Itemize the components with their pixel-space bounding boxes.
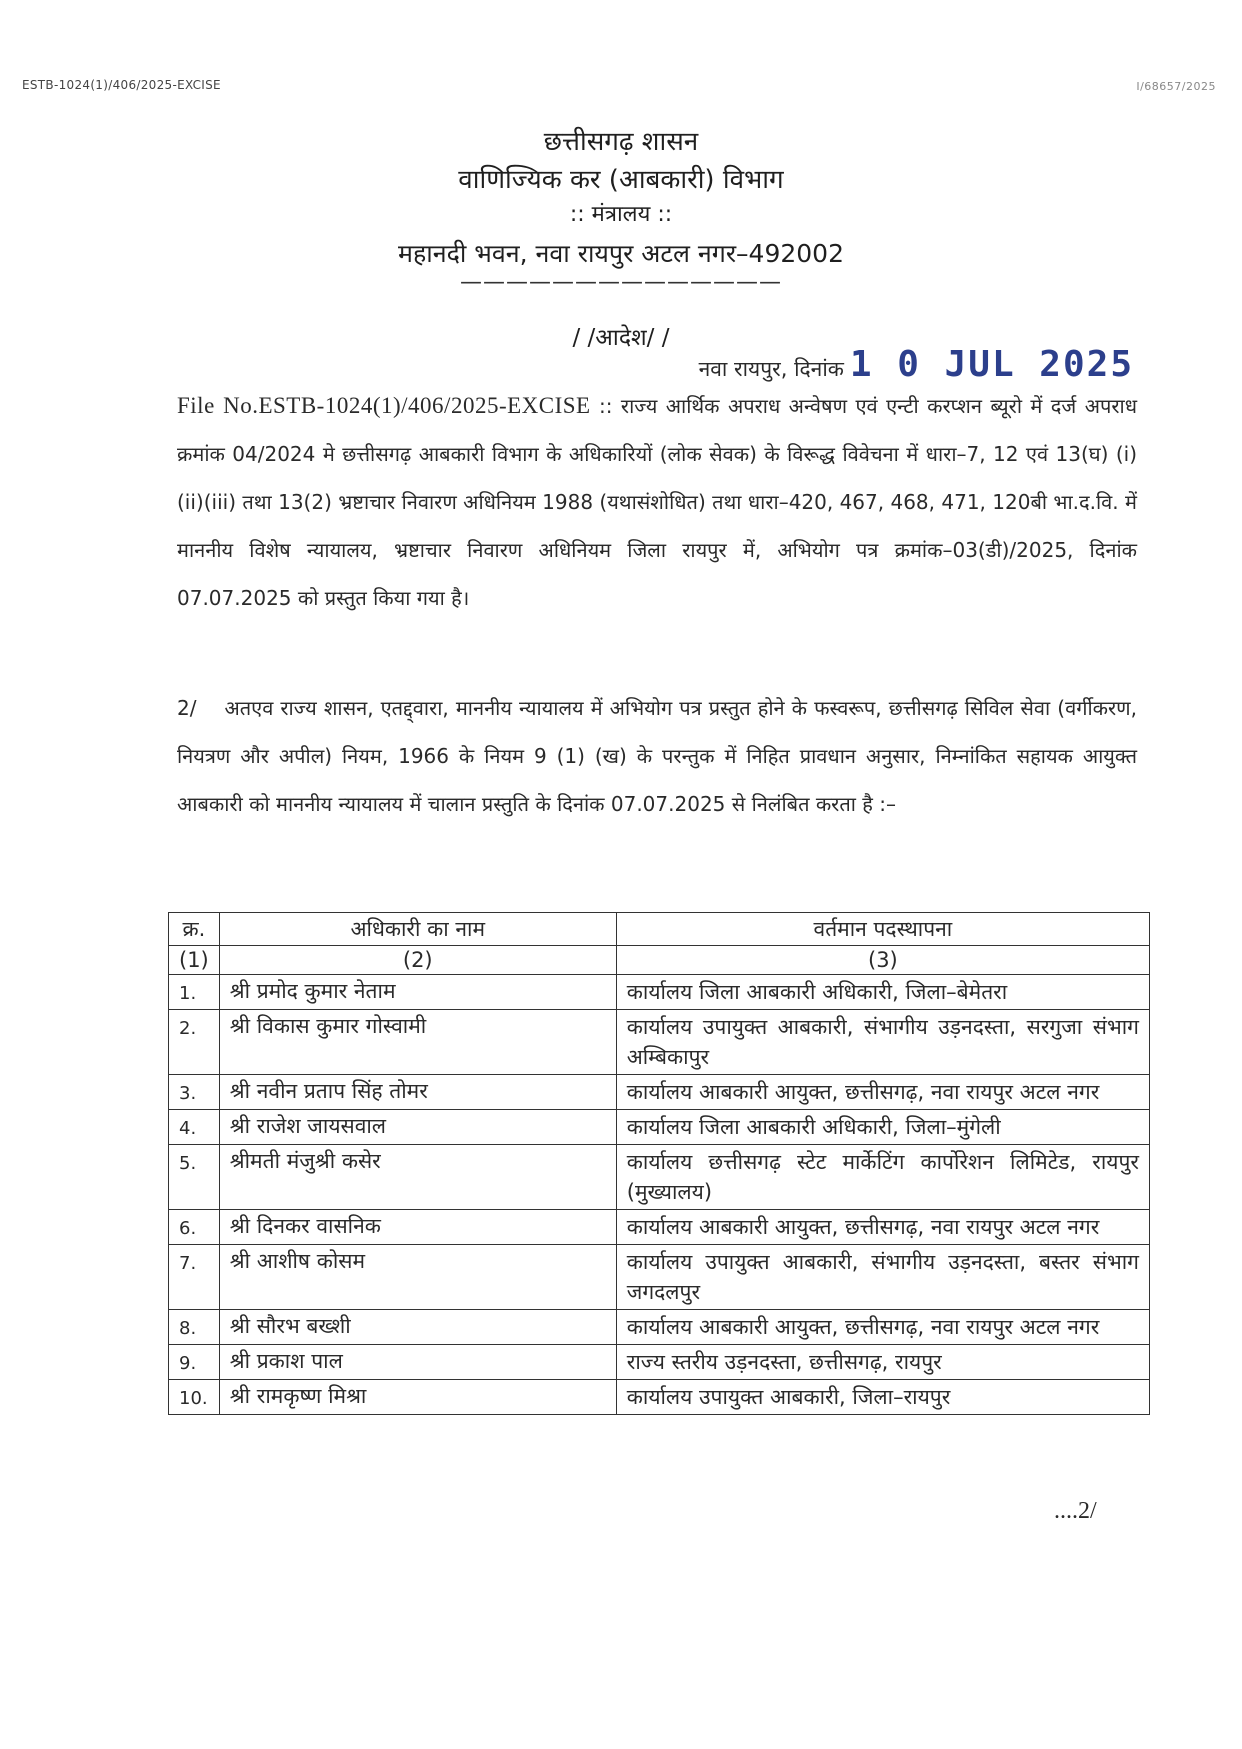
officer-name: श्री दिनकर वासनिक <box>219 1210 616 1245</box>
serial-number: 1. <box>169 975 220 1010</box>
next-page-reference: ....2/ <box>1054 1498 1097 1524</box>
table-colnum-row <box>169 946 1150 975</box>
office-address: महानदी भवन, नवा रायपुर अटल नगर–492002 <box>398 239 844 268</box>
header-current-posting: वर्तमान पदस्थापना <box>616 913 1149 946</box>
officer-name: श्री प्रमोद कुमार नेताम <box>219 975 616 1010</box>
table-row <box>169 1075 1150 1110</box>
header-serial: क्र. <box>169 913 220 946</box>
file-number: File No.ESTB-1024(1)/406/2025-EXCISE <box>177 393 591 418</box>
paragraph-1-text: :: राज्य आर्थिक अपराध अन्वेषण एवं एन्टी करप्शन ब्यूरो में दर्ज अपराध क्रमांक 04/2024 मे छत्तीसगढ़ आबकारी विभाग के अधिकारियों (लोक सेवक) के विरूद्ध विवेचना में धारा–7, 12 एवं 13(घ) (i)(ii)(iii) तथा 13(2) भ्रष्टाचार निवारण अधिनियम 1988 (यथासंशोधित) तथा धारा–420, 467, 468, 471, 120बी भा.द.वि. में माननीय विशेष न्यायालय, भ्रष्टाचार निवारण अधिनियम जिला रायपुर में, अभियोग पत्र क्रमांक–03(डी)/2025, दिनांक 07.07.2025 को प्रस्तुत किया गया है। <box>177 394 1137 610</box>
officer-name: श्री विकास कुमार गोस्वामी <box>219 1010 616 1075</box>
officer-name: श्री नवीन प्रताप सिंह तोमर <box>219 1075 616 1110</box>
table-row <box>169 1310 1150 1345</box>
file-reference: ESTB-1024(1)/406/2025-EXCISE <box>22 78 221 92</box>
officer-name: श्री आशीष कोसम <box>219 1245 616 1310</box>
colnum-3: (3) <box>616 946 1149 975</box>
serial-number: 5. <box>169 1145 220 1210</box>
table-row <box>169 1110 1150 1145</box>
officers-table <box>168 912 1150 1415</box>
officer-name: श्री सौरभ बख्शी <box>219 1310 616 1345</box>
colnum-1: (1) <box>169 946 220 975</box>
paragraph-number: 2/ <box>177 696 197 720</box>
current-posting: राज्य स्तरीय उड़नदस्ता, छत्तीसगढ़, रायपुर <box>616 1345 1149 1380</box>
current-posting: कार्यालय उपायुक्त आबकारी, संभागीय उड़नदस्ता, सरगुजा संभाग अम्बिकापुर <box>616 1010 1149 1075</box>
header-rule: —————————————— <box>460 270 782 295</box>
serial-number: 8. <box>169 1310 220 1345</box>
serial-number: 2. <box>169 1010 220 1075</box>
current-posting: कार्यालय आबकारी आयुक्त, छत्तीसगढ़, नवा रायपुर अटल नगर <box>616 1075 1149 1110</box>
inward-reference: I/68657/2025 <box>1136 80 1216 93</box>
serial-number: 9. <box>169 1345 220 1380</box>
government-name: छत्तीसगढ़ शासन <box>543 127 699 157</box>
current-posting: कार्यालय उपायुक्त आबकारी, जिला–रायपुर <box>616 1380 1149 1415</box>
current-posting: कार्यालय छत्तीसगढ़ स्टेट मार्केटिंग कार्पोरेशन लिमिटेड, रायपुर (मुख्यालय) <box>616 1145 1149 1210</box>
secretariat-label: :: मंत्रालय :: <box>569 202 673 227</box>
serial-number: 3. <box>169 1075 220 1110</box>
current-posting: कार्यालय जिला आबकारी अधिकारी, जिला–मुंगेली <box>616 1110 1149 1145</box>
serial-number: 10. <box>169 1380 220 1415</box>
table-row <box>169 1010 1150 1075</box>
table-row <box>169 1380 1150 1415</box>
officer-name: श्री रामकृष्ण मिश्रा <box>219 1380 616 1415</box>
paragraph-2 <box>177 684 1137 828</box>
serial-number: 4. <box>169 1110 220 1145</box>
colnum-2: (2) <box>219 946 616 975</box>
table-row <box>169 1345 1150 1380</box>
date-label: नवा रायपुर, दिनांक <box>698 357 844 381</box>
table-header-row <box>169 913 1150 946</box>
current-posting: कार्यालय जिला आबकारी अधिकारी, जिला–बेमेतरा <box>616 975 1149 1010</box>
current-posting: कार्यालय आबकारी आयुक्त, छत्तीसगढ़, नवा रायपुर अटल नगर <box>616 1210 1149 1245</box>
current-posting: कार्यालय आबकारी आयुक्त, छत्तीसगढ़, नवा रायपुर अटल नगर <box>616 1310 1149 1345</box>
officer-name: श्री प्रकाश पाल <box>219 1345 616 1380</box>
paragraph-2-text: अतएव राज्य शासन, एतद्द्वारा, माननीय न्यायालय में अभियोग पत्र प्रस्तुत होने के फस्वरूप, छत्तीसगढ़ सिविल सेवा (वर्गीकरण, नियत्रण और अपील) नियम, 1966 के नियम 9 (1) (ख) के परन्तुक में निहित प्रावधान अनुसार, निम्नांकित सहायक आयुक्त आबकारी को माननीय न्यायालय में चालान प्रस्तुति के दिनांक 07.07.2025 से निलंबित करता है :– <box>177 696 1137 816</box>
table-row <box>169 1145 1150 1210</box>
order-heading: / /आदेश/ / <box>572 325 670 351</box>
serial-number: 7. <box>169 1245 220 1310</box>
serial-number: 6. <box>169 1210 220 1245</box>
table-row <box>169 1210 1150 1245</box>
table-row <box>169 1245 1150 1310</box>
department-name: वाणिज्यिक कर (आबकारी) विभाग <box>458 165 784 195</box>
date-stamp: 1 0 JUL 2025 <box>849 344 1134 385</box>
dateline <box>699 344 1134 385</box>
officer-name: श्री राजेश जायसवाल <box>219 1110 616 1145</box>
current-posting: कार्यालय उपायुक्त आबकारी, संभागीय उड़नदस्ता, बस्तर संभाग जगदलपुर <box>616 1245 1149 1310</box>
header-officer-name: अधिकारी का नाम <box>219 913 616 946</box>
officer-name: श्रीमती मंजुश्री कसेर <box>219 1145 616 1210</box>
table-row <box>169 975 1150 1010</box>
paragraph-1 <box>177 382 1137 622</box>
